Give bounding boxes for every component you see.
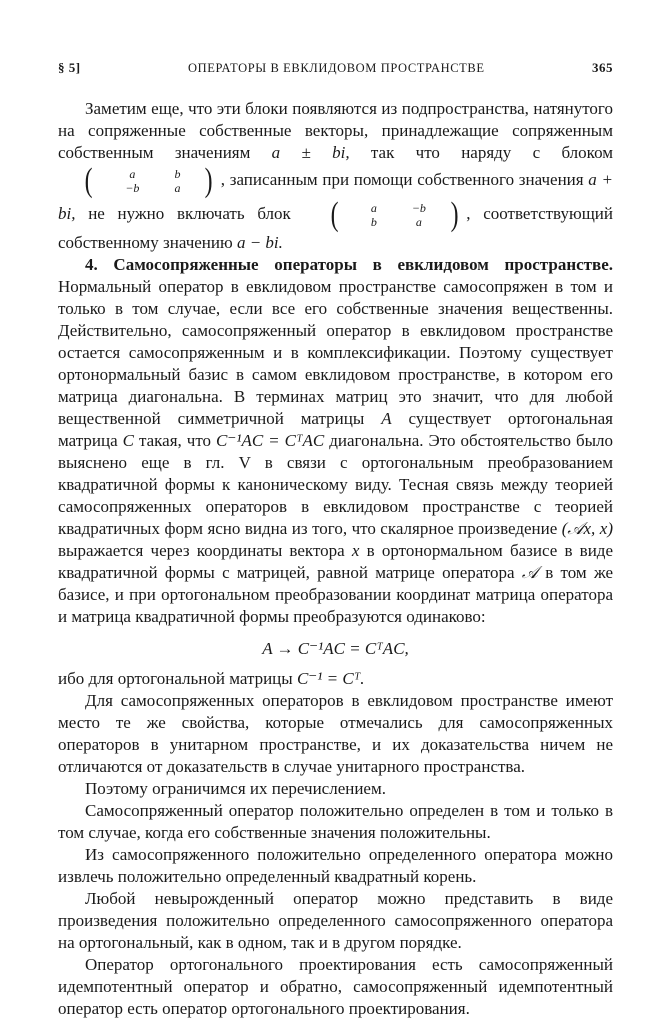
text-run: , записанным при помощи собственного значения [220, 169, 589, 189]
text-run: диагональна. Это обстоятельство было выяснено еще в гл. V в связи с ортогональным преобразованием квадратичной формы к каноническому виду. Тесная связь между теорией самосопряженных операторов в евклидовом пространстве с теорией квадратичных форм ясно видна из того, что скалярное произведение [58, 431, 613, 538]
paragraph-positive-definite: Самосопряженный оператор положительно определен в том и только в том случае, когда его собственные значения положительны. [58, 801, 613, 842]
text-run: , соответствующий собственному значению [58, 203, 613, 252]
paragraph-properties: Для самосопряженных операторов в евклидовом пространстве имеют место те же свойства, которые отмечались для самосопряженных операторов в унитарном пространстве, и их доказательства ничем не отличаются от доказательств в случае унитарного пространства. [58, 691, 613, 776]
section-mark: § 5] [58, 60, 81, 75]
math-inline: C⁻¹ = Cᵀ. [296, 669, 365, 688]
text-run: существует ортогональная матрица [58, 409, 613, 450]
matrix-cell: a [370, 201, 377, 215]
page-body [58, 98, 613, 1020]
math-inline: C [122, 431, 134, 450]
math-inline: 𝒜 [521, 563, 538, 582]
math-inline: x [351, 541, 360, 560]
paragraph-square-root: Из самосопряженного положительно определенного оператора можно извлечь положительно определенный квадратный корень. [58, 845, 613, 886]
math-inline: A [381, 409, 392, 428]
matrix-cell: −b [411, 201, 426, 215]
math-inline: a + bi, [58, 169, 613, 223]
paragraph-projection: Оператор ортогонального проектирования есть самосопряженный идемпотентный оператор и обратно, самосопряженный идемпотентный оператор есть оператор ортогонального проектирования. [58, 955, 613, 1018]
paragraph-blocks [58, 98, 613, 254]
matrix-cell: a [174, 181, 181, 195]
right-paren: ) [205, 162, 214, 199]
text-run: Нормальный оператор в евклидовом пространстве самосопряжен в том и только в том случае, если все его собственные значения вещественны. Действительно, самосопряженный оператор в евклидовом пространстве остается самосопряженным и в комплексификации. Поэтому существует ортонормальный базис в самом евклидовом пространстве, в котором его матрица диагональна. В терминах матриц это значит, что для любой вещественной симметричной матрицы [58, 277, 613, 428]
matrix-cell: b [370, 215, 377, 229]
math-inline: a − bi. [236, 233, 283, 252]
running-header [58, 60, 613, 84]
text-run: в том же базисе, и при ортогональном преобразовании координат матрица оператора и матрица квадратичной формы преобразуются одинаково: [58, 563, 614, 626]
math-inline: (𝒜x, x) [561, 519, 613, 538]
matrix-block-2 [306, 198, 465, 232]
matrix-block-1 [60, 164, 219, 198]
left-paren: ( [330, 196, 339, 233]
text-run: так что наряду с блоком [349, 143, 613, 162]
text-run: ибо для ортогональной матрицы [58, 669, 297, 688]
paragraph-self-adjoint [58, 254, 613, 628]
paragraph-orthogonal [58, 668, 613, 690]
matrix-cell: b [174, 167, 181, 181]
left-paren: ( [84, 162, 93, 199]
matrix-cell: a [129, 167, 136, 181]
text-run: выражается через координаты вектора [58, 541, 352, 560]
subsection-heading: 4. Самосопряженные операторы в евклидовом пространстве. [85, 255, 613, 274]
running-title: ОПЕРАТОРЫ В ЕВКЛИДОВОМ ПРОСТРАНСТВЕ [188, 61, 485, 75]
matrix-cell: −b [125, 181, 140, 195]
paragraph-enumeration: Поэтому ограничимся их перечислением. [85, 779, 386, 798]
paragraph-polar-decomposition: Любой невырожденный оператор можно представить в виде произведения положительно определенного самосопряженного оператора на ортогональный, как в одном, так и в другом порядке. [58, 889, 613, 952]
text-run: Заметим еще, что эти блоки появляются из подпространства, натянутого на сопряженные собственные векторы, принадлежащие сопряженным собственным значениям [58, 99, 613, 162]
text-run: в ортонормальном базисе в виде квадратичной формы с матрицей, равной матрице оператора [58, 541, 613, 582]
math-inline: C⁻¹AC = CᵀAC [216, 431, 325, 450]
matrix-cell: a [415, 215, 422, 229]
right-paren: ) [450, 196, 459, 233]
page-number: 365 [592, 60, 613, 75]
text-run: такая, что [133, 431, 217, 450]
book-page [58, 60, 613, 1020]
text-run: не нужно включать блок [75, 203, 304, 223]
display-formula: A → C⁻¹AC = CᵀAC, [262, 639, 409, 658]
math-inline: a ± bi, [271, 143, 350, 162]
